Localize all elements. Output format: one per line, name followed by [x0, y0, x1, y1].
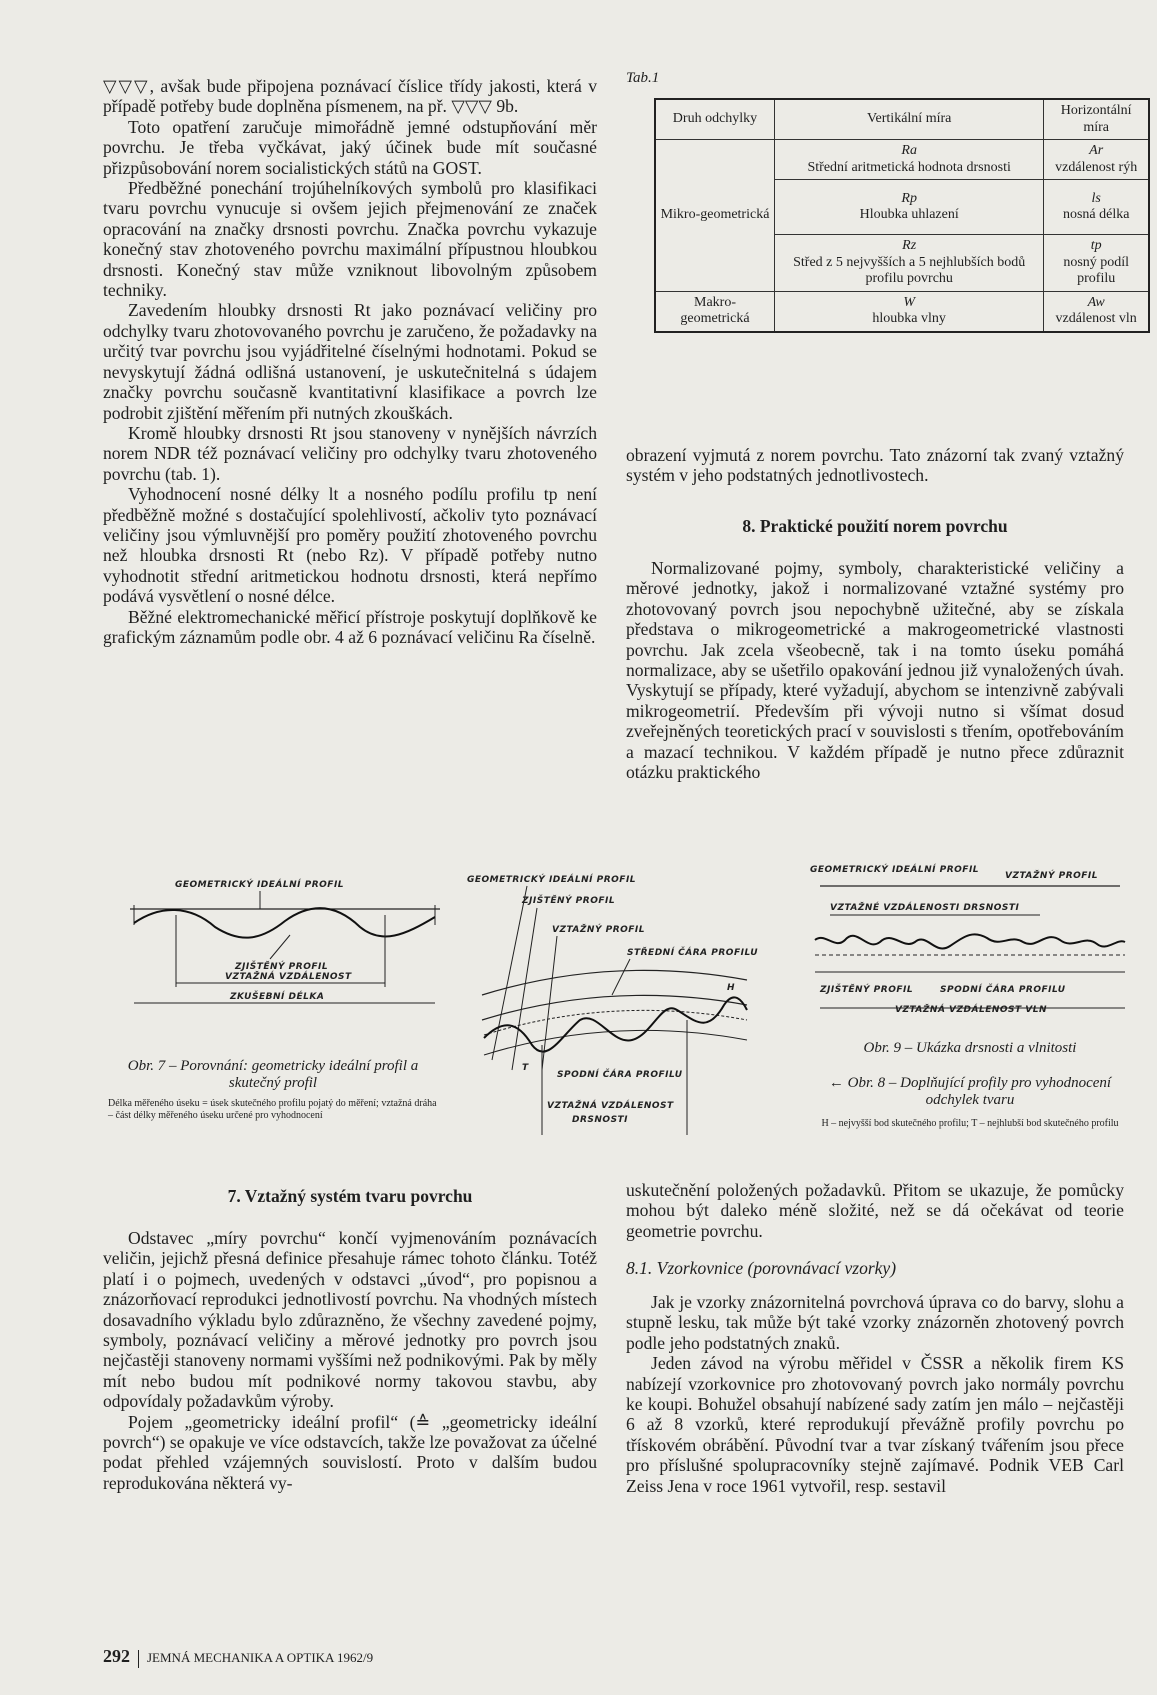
- fig8-label: VZTAŽNÝ PROFIL: [552, 925, 646, 935]
- fig8-label: VZTAŽNÁ VZDÁLENOST: [547, 1101, 674, 1111]
- table-header: Druh odchylky: [655, 99, 775, 140]
- symbol: tp: [1090, 238, 1102, 253]
- section-7-title: 7. Vztažný systém tvaru povrchu: [227, 1186, 473, 1206]
- fig8-label: DRSNOSTI: [572, 1115, 629, 1125]
- paragraph: Pojem „geometricky ideální profil“ (≙ „geometricky ideální povrch“) se opakuje ve více odstavcích, takže lze považovat za účelné podat přehled vzájemných souvislostí. Proto v dalším budou reprodukována některá vy-: [103, 1411, 597, 1493]
- right-column-top: [626, 445, 1124, 486]
- left-column-top: [103, 76, 597, 647]
- fig8-label: H: [727, 983, 736, 993]
- table-cell: [775, 235, 1044, 292]
- paragraph: Toto opatření zaručuje mimořádně jemné odstupňování měr povrchu. Je třeba vyčkávat, jaký účinek bude mít současné přizpůsobování norem socialistických států na GOST.: [103, 116, 597, 178]
- paragraph: Kromě hloubky drsnosti Rt jsou stanoveny v nynějších návrzích norem NDR též poznávací veličiny pro odchylky tvaru zhotoveného povrchu (tab. 1).: [103, 422, 597, 484]
- measured-profile-curve: [815, 934, 1125, 948]
- fig8-note: H – nejvyšší bod skutečného profilu; T – nejhlubší bod skutečného profilu: [821, 1118, 1119, 1129]
- fig7-label: ZKUŠEBNÍ DÉLKA: [230, 992, 325, 1002]
- paragraph: Předběžné ponechání trojúhelníkových symbolů pro klasifikaci tvaru povrchu vynucuje si ovšem jejich přejmenování ze značek opracování na značky drsnosti povrchu. Značka povrchu vykazuje konečný stav zhotoveného povrchu maximální přípustnou hloubkou drsnosti. Konečný stav může vzniknout libovolným způsobem techniky.: [103, 178, 597, 301]
- paragraph: Vyhodnocení nosné délky lt a nosného podílu profilu tp není předběžně možné s dostačující spolehlivostí, ačkoliv tyto poznávací veličiny jsou výmluvnější pro poměry použití zhotoveného povrchu než hloubka drsnosti Rt (nebo Rz). V případě potřeby nutno vyhodnotit střední aritmetickou hodnotu drsnosti, která nepřímo podává vysvětlení o nosné délce.: [103, 484, 597, 607]
- cell-text: Střední aritmetická hodnota drsnosti: [807, 159, 1011, 175]
- fig8-label: T: [522, 1063, 529, 1073]
- table-cell: [1044, 291, 1149, 332]
- right-column-sec81: [626, 1292, 1124, 1496]
- symbol: ls: [1091, 190, 1101, 206]
- cell-text: hloubka vlny: [872, 311, 946, 326]
- journal-name: JEMNÁ MECHANIKA A OPTIKA 1962/9: [147, 1650, 374, 1665]
- fig9-caption: Obr. 9 – Ukázka drsnosti a vlnitosti: [863, 1040, 1077, 1056]
- paragraph: uskutečnění položených požadavků. Přitom se ukazuje, že pomůcky mohou být daleko méně složité, než se dá očekávat od teorie geometrie povrchu.: [626, 1180, 1124, 1241]
- cell-text: vzdálenost rýh: [1055, 159, 1138, 175]
- symbol: Ra: [901, 143, 917, 158]
- table-cell: [775, 291, 1044, 332]
- cell-text: Střed z 5 nejvyšších a 5 nejhlubších bodů profilu povrchu: [793, 254, 1026, 286]
- cell-text: nosný podíl profilu: [1063, 254, 1130, 286]
- page-footer: [103, 1646, 373, 1668]
- paragraph: Zavedením hloubky drsnosti Rt jako poznávací veličiny pro odchylky tvaru zhotovovaného povrchu je zaručeno, že požadavky na určitý tvar povrchu jsou vyjádřitelné číselnými hodnotami. Pokud se nevyskytují žádná odlišná ustanovení, je uskutečnitelná s údajem značky povrchu současně kvantitativní klasifikace a povrch lze podrobit zjištění měřením při nutných zkouškách.: [103, 300, 597, 423]
- paragraph: Odstavec „míry povrchu“ končí vyjmenováním poznávacích veličin, jejichž přesná definice přesahuje rámec tohoto článku. Totéž platí i o pojmech, uvedených v odstavci „úvod“, pro popisnou a znázorňovací reprodukci jednotlivostí povrchu. Na vhodných místech dosavadního výkladu bylo zdůrazněno, že všechny zavedené pojmy, symboly, poznávací veličiny a měrové jednotky pro povrch jsou nejčastěji stanoveny normami vyššími než podnikovými. Pak by měly mít nebo budou mít podnikové normy takovou stavbu, aby odpovídaly požadavkům výroby.: [103, 1228, 597, 1412]
- fig8-label: ZJIŠTĚNÝ PROFIL: [522, 896, 616, 906]
- figure-9: [805, 860, 1135, 1030]
- fig7-label: VZTAŽNÁ VZDÁLENOST: [225, 972, 352, 982]
- fig8-label: STŘEDNÍ ČÁRA PROFILU: [627, 948, 759, 958]
- fig8-label: SPODNÍ ČÁRA PROFILU: [557, 1070, 683, 1080]
- fig7-caption: Obr. 7 – Porovnání: geometricky ideální profil a skutečný profil: [127, 1058, 419, 1091]
- right-column-sec8: [626, 558, 1124, 782]
- fig7-label: GEOMETRICKÝ IDEÁLNÍ PROFIL: [175, 880, 345, 890]
- paragraph: Běžné elektromechanické měřicí přístroje poskytují doplňkově ke grafickým záznamům podle obr. 4 až 6 poznávací veličinu Ra číselně.: [103, 606, 597, 647]
- paragraph: Jak je vzorky znázornitelná povrchová úprava co do barvy, slohu a stupně lesku, tak může být také vzorky znázorněn zhotovený povrch podle jeho podstatných znaků.: [626, 1292, 1124, 1353]
- fig9-label: VZTAŽNÁ VZDÁLENOST VLN: [895, 1005, 1048, 1015]
- table-label: Tab.1: [626, 70, 660, 86]
- cell-text: nosná délka: [1062, 207, 1130, 222]
- fig9-label: VZTAŽNÝ PROFIL: [1005, 871, 1099, 881]
- paragraph: ▽▽▽, avšak bude připojena poznávací číslice třídy jakosti, která v případě potřeby bude doplněna písmenem, na př. ▽▽▽ 9b.: [103, 76, 597, 117]
- fig9-label: VZTAŽNÉ VZDÁLENOSTI DRSNOSTI: [830, 903, 1020, 913]
- symbol: Rz: [902, 238, 917, 253]
- fig9-label: GEOMETRICKÝ IDEÁLNÍ PROFIL: [810, 865, 980, 875]
- subsection-8-1-title: 8.1. Vzorkovnice (porovnávací vzorky): [626, 1258, 897, 1278]
- fig9-label: ZJIŠTĚNÝ PROFIL: [820, 985, 914, 995]
- leader-line: [612, 959, 630, 995]
- fig8-label: GEOMETRICKÝ IDEÁLNÍ PROFIL: [467, 875, 637, 885]
- right-column-bottom: [626, 1180, 1124, 1241]
- arc-profile: [482, 970, 747, 995]
- cell-text: vzdálenost vln: [1055, 311, 1137, 326]
- divider: [138, 1650, 139, 1668]
- table-header: Horizontální míra: [1044, 99, 1149, 140]
- symbol: W: [903, 294, 916, 310]
- table-cell: [775, 180, 1044, 235]
- left-column-sec7: [103, 1228, 597, 1493]
- table-1: [654, 98, 1150, 333]
- table-cell: [1044, 180, 1149, 235]
- fig9-label: SPODNÍ ČÁRA PROFILU: [940, 985, 1066, 995]
- section-8-title: 8. Praktické použití norem povrchu: [742, 516, 1008, 536]
- table-cell: [775, 140, 1044, 180]
- table-group-macro: Makro-geometrická: [655, 291, 775, 332]
- paragraph: Jeden závod na výrobu měřidel v ČSSR a několik firem KS nabízejí vzorkovnice pro zhotovovaný povrch jako normály povrchu ke koupi. Bohužel obsahují nabízené sady zatím jen málo – nejčastěji 6 až 8 vzorků, které reprodukují převážně profily povrchu po třískovém obrábění. Původní tvar a tvar získaný tvářením jsou přece pro příslušné spolupracovníky stejně zajímavé. Podnik VEB Carl Zeiss Jena v roce 1961 vytvořil, resp. sestavil: [626, 1353, 1124, 1496]
- symbol: Aw: [1087, 294, 1105, 310]
- symbol: Ar: [1089, 143, 1104, 158]
- table-cell: [1044, 235, 1149, 292]
- page-number: 292: [103, 1646, 130, 1666]
- symbol: Rp: [901, 190, 917, 206]
- table-group-micro: Mikro-geometrická: [655, 140, 775, 292]
- leader-line: [270, 935, 290, 959]
- measured-profile-curve: [134, 908, 435, 937]
- figure-7: [120, 875, 450, 1025]
- fig8-caption: ← Obr. 8 – Doplňující profily pro vyhodnocení odchylek tvaru: [828, 1075, 1112, 1108]
- figure-8: [462, 870, 792, 1140]
- fig7-note: Délka měřeného úseku = úsek skutečného profilu pojatý do měření; vztažná dráha – část délky měřeného úseku určené pro vyhodnocení: [108, 1098, 437, 1121]
- fig7-label: ZJIŠTĚNÝ PROFIL: [235, 962, 329, 972]
- leader-line: [492, 886, 527, 1060]
- paragraph: obrazení vyjmutá z norem povrchu. Tato znázorní tak zvaný vztažný systém v jeho podstatných jednotlivostech.: [626, 445, 1124, 486]
- paragraph: Normalizované pojmy, symboly, charakteristické veličiny a měrové jednotky, jakož i normalizované vztažné systémy pro zhotovovaný povrch jsou nepochybně užitečné, aby se získala představa o mikrogeometrické a makrogeometrické vlastnosti povrchu. Jak zcela všeobecně, tak i na tomto úseku pomáhá normalizace, aby se ušetřilo opakování jednou již vynaložených úvah. Vyskytují se případy, které vyžadují, abychom se intenzivně zabývali mikrogeometrií. Především při vývoji nutno si všímat dosud zveřejněných teoretických prací v souvislosti s třením, opotřebováním a mazací technikou. V každém případě je nutno přece zdůraznit otázku praktického: [626, 558, 1124, 783]
- table-cell: [1044, 140, 1149, 180]
- table-header: Vertikální míra: [775, 99, 1044, 140]
- cell-text: Hloubka uhlazení: [859, 207, 959, 222]
